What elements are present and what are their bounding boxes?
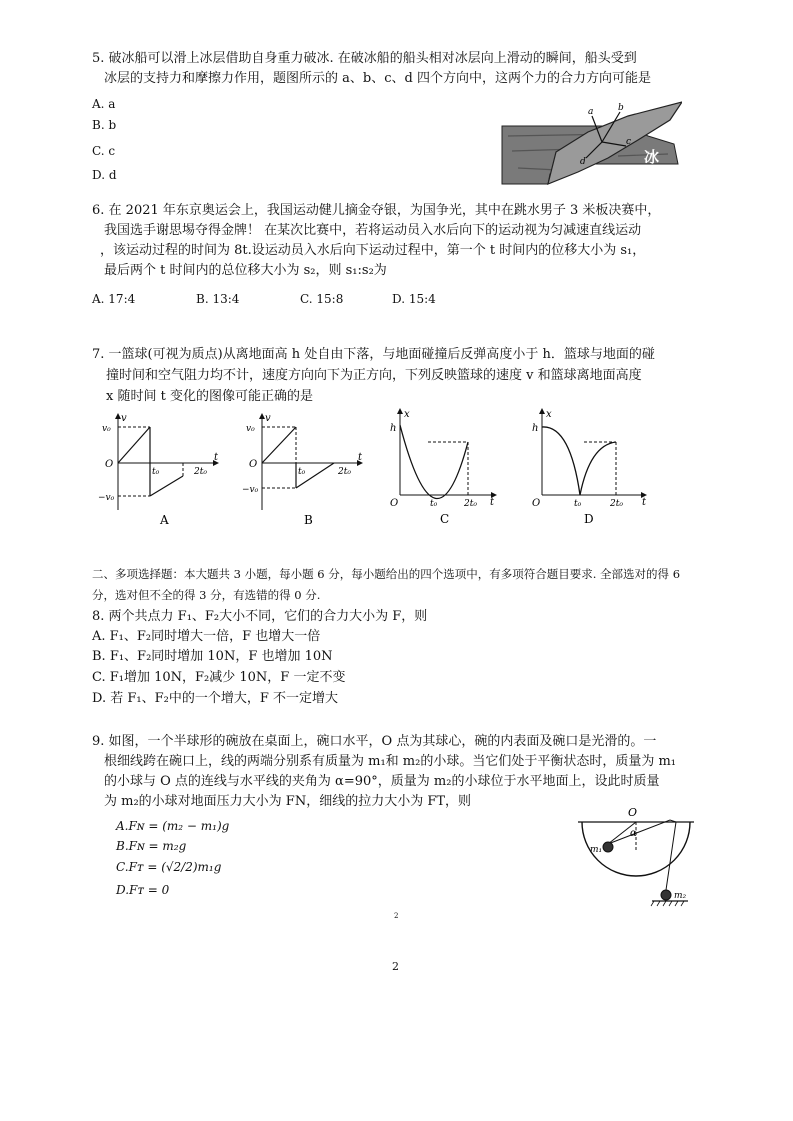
tiny-page-number: 2 [394,912,399,920]
q7-a-t2: 2t₀ [194,467,207,477]
q5-option-a: A. a [92,97,116,111]
q7-a-xaxis: t [214,452,219,463]
q9-m1-label: m₁ [590,845,603,855]
q7-graph-c [384,405,514,530]
q9-m2-label: m₂ [674,891,687,901]
q7-b-top: v₀ [246,424,255,434]
q7-b-xaxis: t [358,452,363,463]
q5-dir-b: b [618,103,624,113]
section2-instructions-line1: 二、多项选择题：本大题共 3 小题，每小题 6 分，每小题给出的四个选项中，有多项符合题目要求. 全部选对的得 6 [92,567,681,581]
q7-d-t2: 2t₀ [610,499,623,509]
q7-graph-a [96,410,236,530]
q7-a-top: v₀ [102,424,111,434]
q8-stem: 8. 两个共点力 F₁、F₂大小不同，它们的合力大小为 F，则 [92,609,428,624]
q7-graph-d [528,405,668,530]
q9-stem-line2: 根细线跨在碗口上，线的两端分别系有质量为 m₁和 m₂的小球。当它们处于平衡状态时，质量为 m₁ [104,754,677,769]
q9-stem-line1: 9. 如图，一个半球形的碗放在桌面上，碗口水平，O 点为其球心，碗的内表面及碗口是光滑的。一 [92,734,657,749]
q7-b-label: B [304,513,313,527]
page-number: 2 [392,960,399,973]
q7-c-xaxis: t [490,497,495,508]
q7-stem-line1: 7. 一篮球(可视为质点)从离地面高 h 处自由下落，与地面碰撞后反弹高度小于 h．篮球与地面的碰 [92,347,655,362]
q5-option-c: C. c [92,144,116,158]
q9-option-c: C.Fᴛ = (√2/2)m₁g [116,860,222,874]
q7-c-t2: 2t₀ [464,499,477,509]
q6-stem-line2: 我国选手谢思埸夺得金牌！ 在某次比赛中，若将运动员入水后向下的运动视为匀减速直线运动 [104,223,642,238]
q5-dir-d: d [580,157,586,167]
q6-option-d: D. 15:4 [392,292,436,306]
section2-instructions-line2: 分，选对但不全的得 3 分，有选错的得 0 分. [92,588,321,602]
q5-stem-line2: 冰层的支持力和摩擦力作用，题图所示的 a、b、c、d 四个方向中，这两个力的合力方向可能是 [104,71,651,86]
q9-option-d: D.Fᴛ = 0 [116,883,170,897]
q7-b-t2: 2t₀ [338,467,351,477]
q8-option-a: A. F₁、F₂同时增大一倍，F 也增大一倍 [92,629,321,644]
q9-stem-line3: 的小球与 O 点的连线与水平线的夹角为 α=90°，质量为 m₂的小球位于水平地面上，设此时质量 [104,774,660,789]
q6-option-a: A. 17:4 [92,292,136,306]
q8-option-c: C. F₁增加 10N，F₂减少 10N，F 一定不变 [92,670,346,685]
q9-ball-m2 [661,890,671,900]
q7-c-t1: t₀ [430,499,438,509]
q8-option-d: D. 若 F₁、F₂中的一个增大，F 不一定增大 [92,691,338,706]
q7-stem-line3: x 随时间 t 变化的图像可能正确的是 [106,389,313,404]
q5-option-d: D. d [92,168,117,182]
q5-ice-label: 冰 [644,148,660,166]
q9-center-label: O [628,806,638,819]
q7-d-xaxis: t [642,497,647,508]
q9-bowl-figure [576,800,706,912]
q5-dir-a: a [588,107,594,117]
q7-b-t1: t₀ [298,467,306,477]
q7-d-label: D [584,512,594,526]
q7-a-yaxis: v [121,413,127,424]
q7-a-bottom: −v₀ [98,493,115,503]
q7-c-top: h [390,423,397,434]
q7-d-yaxis: x [546,409,552,420]
q9-stem-line4: 为 m₂的小球对地面压力大小为 FN，细线的拉力大小为 FT，则 [104,794,472,809]
q7-d-origin: O [532,498,541,509]
q7-c-origin: O [390,498,399,509]
q7-c-yaxis: x [404,409,410,420]
q7-d-t1: t₀ [574,499,582,509]
q7-b-origin: O [249,459,258,470]
q6-option-c: C. 15:8 [300,292,344,306]
q5-icebreaker-figure [498,96,682,188]
q5-stem-line1: 5. 破冰船可以滑上冰层借助自身重力破冰. 在破冰船的船头相对冰层向上滑动的瞬间，船头受到 [92,51,637,66]
q7-a-label: A [160,513,169,527]
q9-ball-m1 [603,842,613,852]
q6-option-b: B. 13:4 [196,292,240,306]
q6-stem-line3: ，该运动过程的时间为 8t.设运动员入水后向下运动过程中，第一个 t 时间内的位移大小为 s₁， [100,243,646,258]
q5-dir-c: c [626,137,632,147]
q9-option-b: B.Fɴ = m₂g [116,839,187,853]
q6-stem-line1: 6. 在 2021 年东京奥运会上，我国运动健儿摘金夺银，为国争光，其中在跳水男子 3 米板决赛中， [92,203,661,218]
q6-stem-line4: 最后两个 t 时间内的总位移大小为 s₂，则 s₁:s₂为 [104,263,387,278]
q7-d-top: h [532,423,539,434]
q5-option-b: B. b [92,118,117,132]
q7-graph-b [240,410,380,530]
q7-b-yaxis: v [265,413,271,424]
q9-option-a: A.Fɴ = (m₂ − m₁)g [116,819,230,833]
q7-a-origin: O [105,459,114,470]
q8-option-b: B. F₁、F₂同时增加 10N，F 也增加 10N [92,649,333,664]
q9-angle-label: α [630,828,637,839]
q7-b-bottom: −v₀ [242,485,259,495]
q7-a-t1: t₀ [152,467,160,477]
q7-c-label: C [440,512,450,526]
q7-stem-line2: 撞时间和空气阻力均不计，速度方向向下为正方向，下列反映篮球的速度 v 和篮球离地面高度 [106,368,642,383]
